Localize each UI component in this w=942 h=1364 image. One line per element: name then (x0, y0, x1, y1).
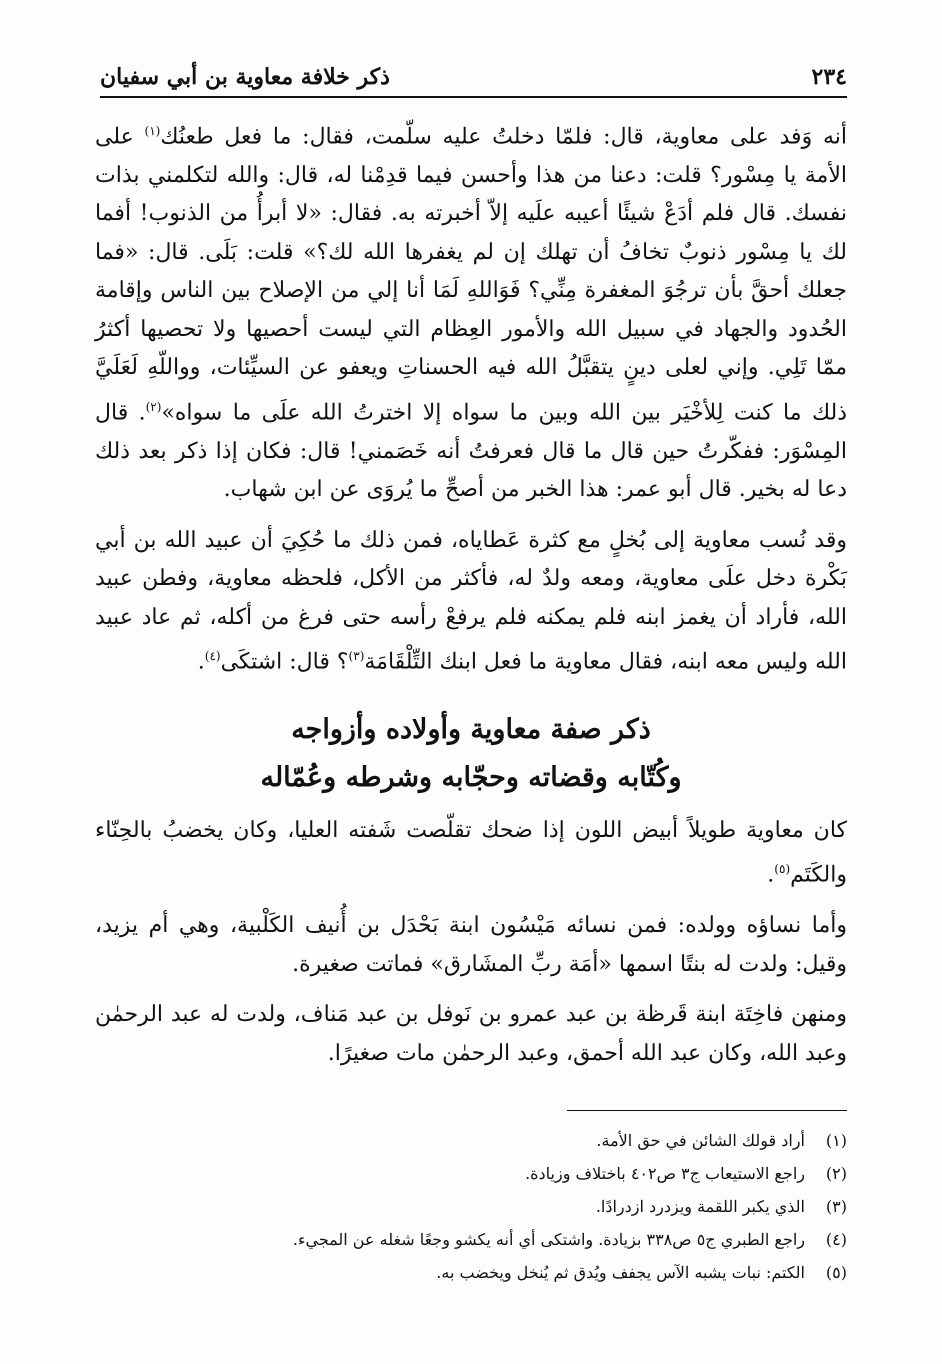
paragraph-3-text-a: كان معاوية طويلاً أبيض اللون إذا ضحك تقلّصت شَفته العليا، وكان يخضبُ بالحِنّاء والكَتَم (95, 817, 847, 888)
paragraph-4: وأما نساؤه وولده: فمن نسائه مَيْسُون ابنة بَحْدَل بن أُنيف الكَلْبية، وهي أم يزيد، وقيل: ولدت له بنتًا اسمها «أمَة ربِّ المشَارق» فماتت صغيرة. (95, 913, 847, 977)
footnotes (95, 1124, 847, 1289)
footnote-number: (٢) (825, 1164, 847, 1183)
footnote-4 (95, 1223, 847, 1256)
footnote-number: (٤) (825, 1230, 847, 1249)
page-number: ٢٣٤ (811, 64, 847, 90)
footnote-ref-4: (٤) (204, 649, 221, 664)
footnote-2 (95, 1157, 847, 1190)
footnote-ref-2: (٢) (145, 399, 162, 414)
footnote-ref-5: (٥) (774, 862, 791, 877)
paragraph-2-text-a: وقد نُسب معاوية إلى بُخلٍ مع كثرة عَطاياه، فمن ذلك ما حُكِيَ أن عبيد الله بن أبي بَكْرة دخل علَى معاوية، ومعه ولدٌ له، فأكثر من الأكل، فلحظه معاوية، وفطن عبيد الله، فأراد أن يغمز ابنه فلم يمكنه فلم يرفعْ رأسه حتى فرغ من أكله، ثم عاد عبيد الله وليس معه ابنه، فقال معاوية ما فعل ابنك التِّلْقَامَة (95, 527, 847, 675)
footnote-ref-3: (٣) (348, 649, 365, 664)
paragraph-1 (95, 112, 847, 510)
footnote-text: الكتم: نبات يشبه الآس يجفف ويُدق ثم يُنخل ويخضب به. (436, 1263, 805, 1282)
paragraph-3 (95, 812, 847, 895)
running-title: ذكر خلافة معاوية بن أبي سفيان (100, 64, 390, 90)
paragraph-1-text-a: أنه وَفد على معاوية، قال: فلمّا دخلتُ عليه سلّمت، فقال: ما فعل طعنُك (160, 124, 847, 150)
paragraph-2-text-c: . (197, 649, 205, 675)
footnote-1 (95, 1124, 847, 1157)
section-heading-line-2: وكُتّابه وقضاته وحجّابه وشرطه وعُمّاله (260, 761, 682, 793)
paragraph-2-text-b: ؟ قال: اشتكَى (220, 649, 349, 675)
footnote-5 (95, 1256, 847, 1289)
footnote-text: راجع الاستيعاب ج٣ ص٤٠٢ باختلاف وزيادة. (525, 1164, 805, 1183)
footnote-3 (95, 1190, 847, 1223)
paragraph-3-text-b: . (767, 862, 775, 888)
footnote-ref-1: (١) (144, 124, 161, 138)
footnote-text: راجع الطبري ج٥ ص٣٣٨ بزيادة. واشتكى أي أنه يكشو وجعًا شغله عن المجيء. (292, 1230, 805, 1249)
paragraph-2 (95, 522, 847, 682)
paragraph-5: ومنهن فاخِتَة ابنة قَرظة بن عبد عمرو بن نَوفل بن عبد مَناف، ولدت له عبد الرحمٰن وعبد الله، وكان عبد الله أحمق، وعبد الرحمٰن مات صغيرًا. (95, 1002, 847, 1066)
footnote-number: (١) (825, 1131, 847, 1150)
main-text (95, 112, 847, 1073)
paragraph-1-text-c: . قال المِسْوَر: ففكّرتُ حين قال ما قال فعرفتُ أنه خَصَمني! قال: فكان إذا ذكر بعد ذلك دعا له بخير. قال أبو عمر: هذا الخبر من أصحِّ ما يُروَى عن ابن شهاب. (95, 400, 847, 503)
page-header (100, 52, 847, 98)
section-heading-line-1: ذكر صفة معاوية وأولاده وأزواجه (291, 713, 651, 745)
paragraph-1-text-b: على الأمة يا مِسْور؟ قلت: دعنا من هذا وأحسن فيما قدِمْنا له، قال: والله لتكلمني بذات نفسك. قال فلم أدَعْ شيئًا أعيبه علَيه إلاّ أخبرته به. فقال: «لا أبرأُ من الذنوب! أفما لك يا مِسْور ذنوبٌ تخافُ أن تهلك إن لم يغفرها الله لك؟» قلت: بَلَى. قال: «فما جعلك أحقَّ بأن ترجُوَ المغفرة مِنِّي؟ فَوَاللهِ لَمَا أنا إلي من الإصلاح بين الناس وإقامة الحُدود والجهاد في سبيل الله والأمور العِظام التي ليست أحصيها ولا تحصيها أكثرُ ممّا تَلِي. وإني لعلى دينٍ يتقبَّلُ الله فيه الحسناتِ ويعفو عن السيِّئات، وواللّهِ لَعَلَيَّ ذلك ما كنت لِلأخْيَر بين الله وبين ما سواه إلا اخترتُ الله علَى ما سواه» (95, 124, 847, 426)
footnote-number: (٣) (825, 1197, 847, 1216)
footnote-number: (٥) (825, 1263, 847, 1282)
footnote-text: أراد قولك الشائن في حق الأمة. (596, 1131, 805, 1150)
footnote-divider (567, 1110, 847, 1111)
footnote-text: الذي يكبر اللقمة ويزدرد ازدرادًا. (595, 1197, 805, 1216)
section-heading (95, 706, 847, 802)
